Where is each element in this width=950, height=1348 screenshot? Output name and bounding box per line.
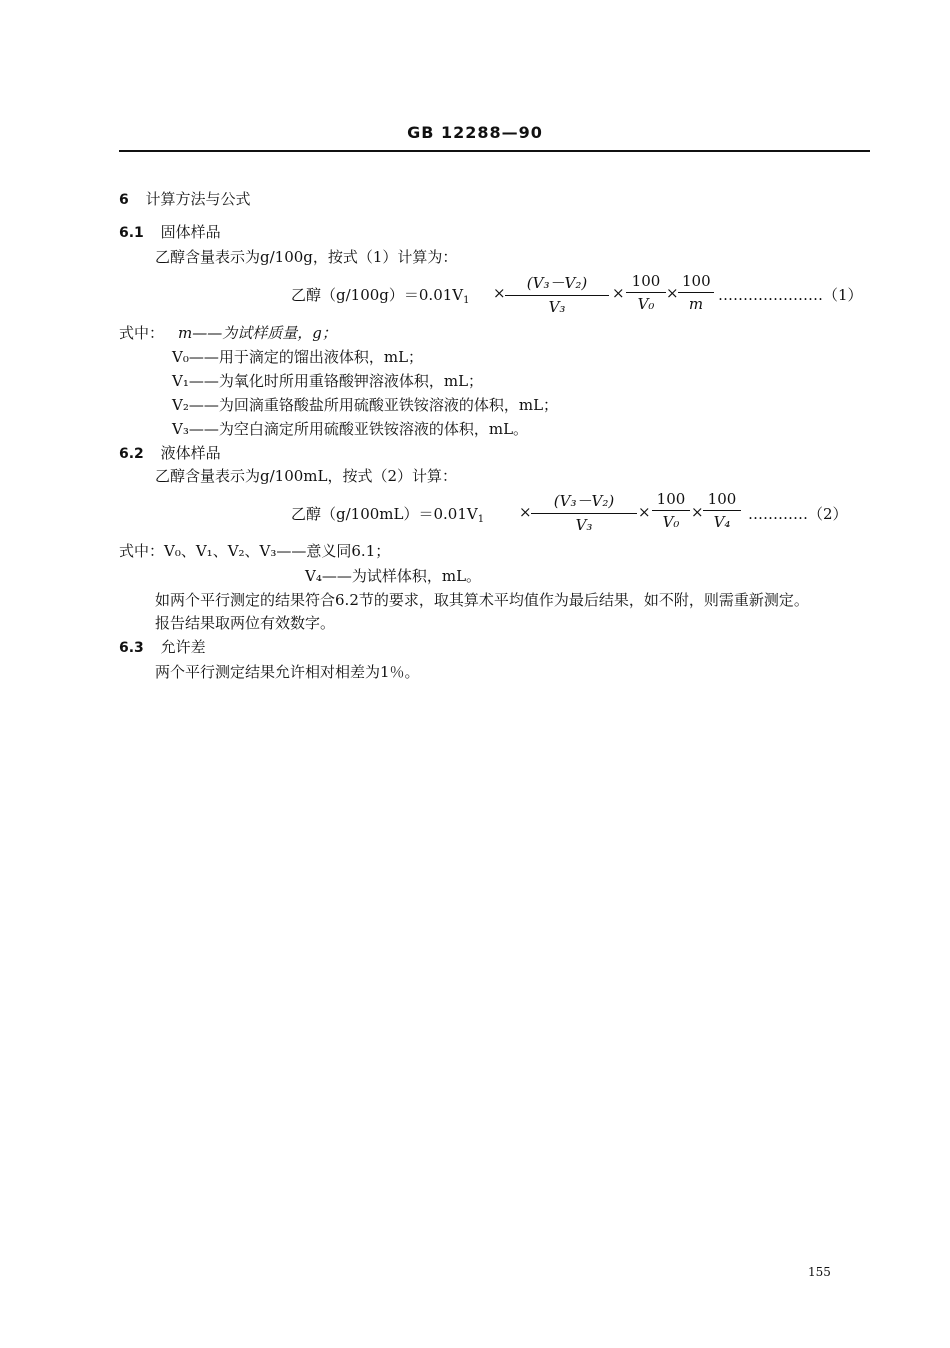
def-v1: V₁——为氧化时所用重铬酸钾溶液体积，mL； (172, 372, 484, 390)
fraction-numerator: 100 (626, 272, 666, 293)
header-rule (119, 150, 870, 152)
formula-2-intro: 乙醇含量表示为g/100mL，按式（2）计算： (155, 467, 458, 485)
fraction-numerator: (V₃－V₂) (531, 490, 637, 514)
formula-2-fraction-2 (652, 490, 690, 531)
section-title: 计算方法与公式 (145, 190, 251, 208)
section-6-3-heading (119, 636, 206, 657)
formula-1-fraction-3 (678, 272, 714, 313)
formula-1-fraction-1 (505, 272, 609, 316)
fraction-numerator: (V₃－V₂) (505, 272, 609, 296)
fraction-numerator: 100 (678, 272, 714, 293)
fraction-denominator: V₀ (637, 295, 655, 313)
formula-2-number: …………（2） (748, 505, 848, 523)
formula-1-intro: 乙醇含量表示为g/100g，按式（1）计算为： (155, 248, 458, 266)
fraction-numerator: 100 (703, 490, 741, 511)
formula-2-fraction-1 (531, 490, 637, 534)
formula-1-lhs-text: 乙醇（g/100g）＝0.01V (291, 286, 464, 304)
result-paragraph: 如两个平行测定的结果符合6.2节的要求，取其算术平均值作为最后结果，如不附，则需重新测定。 (155, 591, 809, 609)
section-6-2-heading (119, 442, 221, 463)
formula-1-number: …………………（1） (718, 286, 863, 304)
section-6-heading (119, 188, 251, 209)
fraction-denominator: m (688, 295, 704, 313)
formula-2-lhs-text: 乙醇（g/100mL）＝0.01V (291, 505, 478, 523)
section-6-1-heading (119, 221, 221, 242)
def-v3: V₃——为空白滴定所用硫酸亚铁铵溶液的体积，mL。 (172, 420, 529, 438)
section-number: 6.3 (119, 640, 144, 656)
times-sign: × (666, 284, 679, 302)
formula-1-lhs (291, 284, 470, 306)
section-title: 固体样品 (160, 223, 221, 241)
fraction-denominator: V₃ (548, 298, 566, 316)
formula-1-lhs-sub: 1 (463, 295, 470, 306)
formula-2-lhs (291, 503, 484, 525)
times-sign: × (493, 284, 506, 302)
report-paragraph: 报告结果取两位有效数字。 (155, 614, 336, 632)
fraction-denominator: V₀ (662, 513, 680, 531)
formula-2-lhs-sub: 1 (477, 514, 485, 525)
section-number: 6.2 (119, 446, 144, 462)
def-v4: V₄——为试样体积，mL。 (305, 567, 482, 585)
where-line: 式中：V₀、V₁、V₂、V₃——意义同6.1； (119, 542, 391, 560)
tolerance-text: 两个平行测定结果允许相对相差为1％。 (155, 663, 420, 681)
fraction-denominator: V₃ (575, 516, 593, 534)
page-number: 155 (808, 1265, 831, 1279)
formula-2-fraction-3 (703, 490, 741, 531)
section-title: 液体样品 (160, 444, 221, 462)
where-label: 式中： (119, 324, 165, 342)
formula-1-fraction-2 (626, 272, 666, 313)
times-sign: × (638, 503, 651, 521)
times-sign: × (691, 503, 704, 521)
section-title: 允许差 (160, 638, 206, 656)
def-v0: V₀——用于滴定的馏出液体积，mL； (172, 348, 424, 366)
times-sign: × (519, 503, 532, 521)
def-v2: V₂——为回滴重铬酸盐所用硫酸亚铁铵溶液的体积，mL； (172, 396, 559, 414)
section-number: 6.1 (119, 225, 144, 241)
fraction-numerator: 100 (652, 490, 690, 511)
section-number: 6 (119, 192, 129, 208)
def-m: m——为试样质量，g； (178, 324, 337, 342)
times-sign: × (612, 284, 625, 302)
document-header: GB 12288—90 (407, 123, 543, 142)
fraction-denominator: V₄ (713, 513, 731, 531)
